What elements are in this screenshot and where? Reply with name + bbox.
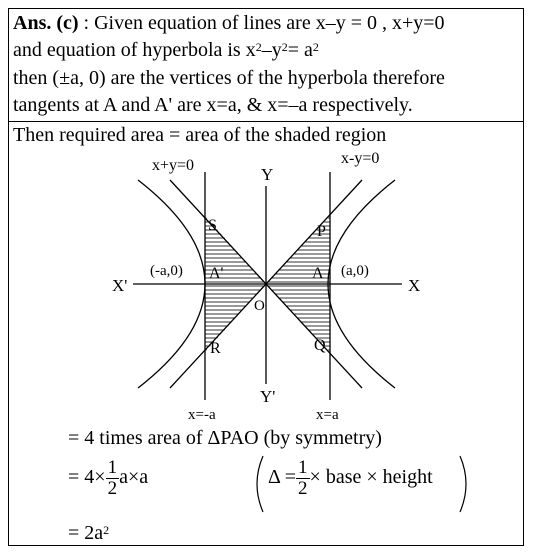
formula-suffix: × base × height — [309, 466, 433, 489]
step-1: = 4 times area of ΔPAO (by symmetry) — [68, 427, 382, 449]
answer-line-4: tangents at A and A' are x=a, & x=–a respectively. — [13, 94, 413, 116]
formula-numerator: 1 — [298, 457, 308, 478]
triangle-area-formula — [268, 458, 433, 499]
label-x-minus-y: x-y=0 — [341, 150, 380, 167]
label-x-plus-y: x+y=0 — [152, 157, 195, 174]
line2-part-c: = a — [287, 39, 313, 61]
step3-sup: 2 — [103, 523, 110, 537]
label-y-prime: Y' — [260, 387, 276, 406]
step-2 — [68, 458, 148, 499]
label-neg-a-point: (-a,0) — [150, 263, 183, 279]
line2-sup-3: 2 — [312, 40, 319, 54]
answer-line-3: then (±a, 0) are the vertices of the hyperbola therefore — [13, 67, 445, 89]
line2-part-a: and equation of hyperbola is x — [13, 39, 256, 61]
label-a: A — [312, 265, 324, 282]
formula-prefix: Δ = — [268, 466, 297, 489]
line2-part-b: –y — [261, 39, 282, 61]
line2-sup-1: 2 — [255, 40, 262, 54]
line2-sup-2: 2 — [281, 40, 288, 54]
label-r: R — [210, 340, 221, 357]
step3-text: = 2a — [68, 522, 104, 544]
step-3 — [68, 522, 109, 544]
step2-denominator: 2 — [107, 478, 118, 499]
label-x: X — [408, 276, 421, 295]
label-p: P — [317, 223, 326, 240]
answer-line-5: Then required area = area of the shaded region — [13, 124, 387, 146]
formula-denominator: 2 — [298, 478, 308, 499]
label-origin: O — [254, 298, 265, 314]
formula-fraction — [296, 458, 310, 499]
answer-lead: Ans. (c) — [13, 12, 79, 34]
label-s: S — [208, 217, 217, 234]
label-y: Y — [261, 165, 274, 184]
label-a-prime: A' — [209, 265, 224, 282]
label-x-eq-a: x=a — [316, 407, 339, 423]
answer-line-1-text: : Given equation of lines are x–y = 0 , x+y=0 — [78, 12, 445, 34]
label-q: Q — [314, 337, 326, 354]
label-x-prime: X' — [112, 276, 128, 295]
step2-fraction — [106, 458, 120, 499]
label-pos-a-point: (a,0) — [341, 263, 369, 279]
step2-prefix: = 4× — [68, 466, 106, 489]
label-x-eq-neg-a: x=-a — [188, 407, 216, 423]
step2-numerator: 1 — [107, 457, 118, 478]
step2-suffix: a×a — [119, 466, 149, 489]
